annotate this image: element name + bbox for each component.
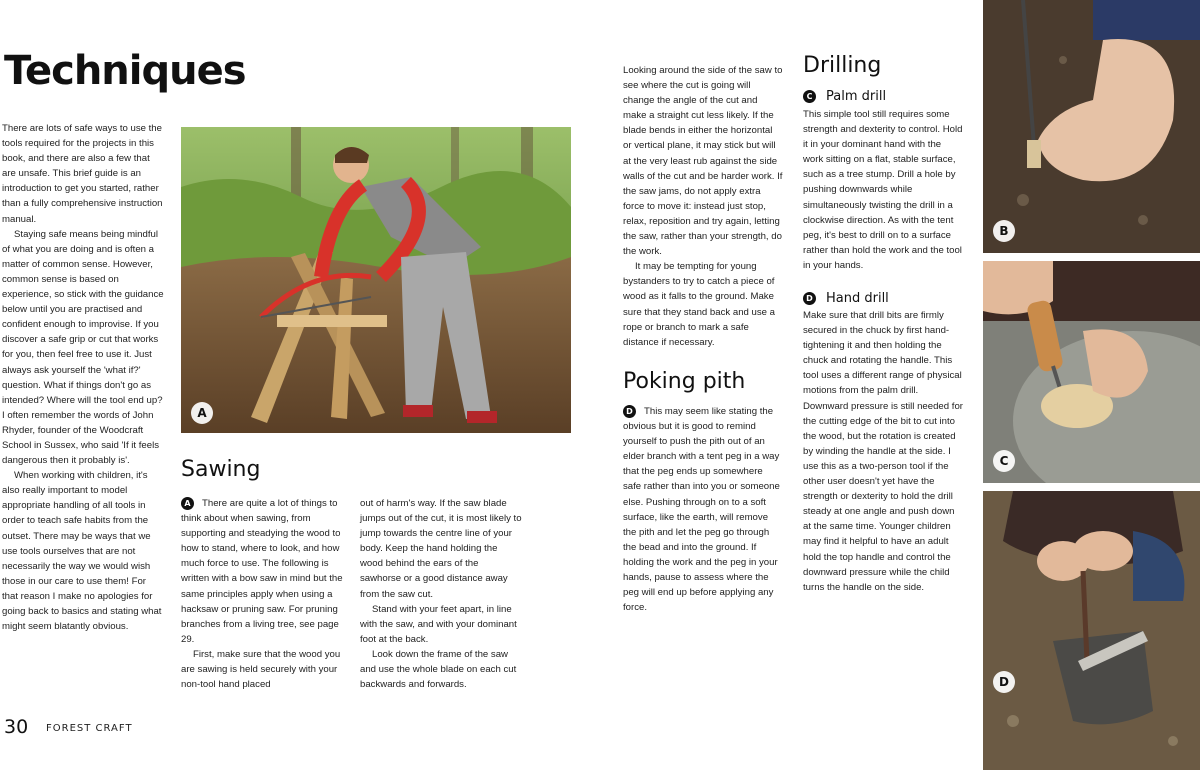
sawing-paragraph: Look down the frame of the saw and use the whole blade on each cut backwards and forwards. (360, 648, 517, 691)
sawing-continued-column (623, 63, 783, 350)
hand-drill-title: Hand drill (826, 291, 889, 306)
poking-pith-heading: Poking pith (623, 369, 746, 394)
sawing-paragraph: It may be tempting for young bystanders to try to catch a piece of wood as it falls to the ground. Make sure that they stand back and use a rope or branch to mark a safe distance if necessary. (623, 261, 776, 348)
sawing-column-1 (181, 496, 343, 692)
photo-label-c: C (993, 450, 1015, 472)
sawing-paragraph: Looking around the side of the saw to see where the cut is going will change the angle of the cut and make a straight cut less likely. If the blade bends in either the horizontal or vertical plane, it may stick but will at the very least rub against the side walls of the cut and be harder work. If the saw jams, do not apply extra force to move it: instead just stop, relax, reposition and try again, letting the saw, rather than your strength, do the work. (623, 65, 783, 258)
intro-paragraph: When working with children, it's also really important to model appropriate handling of all tools in order to teach safe habits from the outset. There may be ways that we use tools ourselves that are not necessarily the way we would wish those in our care to use them! For that reason I make no apologies for going back to basics and stating what might seem blatantly obvious. (2, 470, 162, 633)
badge-d-icon: D (623, 405, 636, 418)
hand-drill-paragraph: Make sure that drill bits are firmly secured in the chuck by first hand-tightening it and then holding the chuck and rotating the handle. This tool uses a different range of physical motions from the palm drill. Downward pressure is still needed for the cutting edge of the bit to cut into the wood, but the rotation is created by winding the handle at the side. I use this as a two-person tool if the other user doesn't yet have the strength or dexterity to hold the drill steady at one angle and push down at the same time. Younger children may find it helpful to have an adult hold the top handle and control the downward pressure while the child turns the handle on the side. (803, 310, 963, 593)
sawing-paragraph: Stand with your feet apart, in line with the saw, and with your dominant foot at the back. (360, 603, 517, 645)
badge-c-icon: C (803, 90, 816, 103)
palm-drill-paragraph: This simple tool still requires some strength and dexterity to control. Hold it in your dominant hand with the work sitting on a flat, stable surface, such as a tree stump. Drill a hole by pushing downwards while simultaneously twisting the drill in a clockwise direction. As with the tent peg, it's best to drill on to a surface rather than hold the work and the tool in your hands. (803, 109, 963, 271)
sawing-column-2 (360, 496, 522, 692)
hand-drill-heading (803, 291, 889, 306)
hand-drill-column (803, 308, 963, 595)
intro-paragraph: Staying safe means being mindful of what you are doing and is often a matter of common sense. However, common sense is based on experience, so stick with the guidance below until you are practised and confident enough to improvise. If you discover a safe grip or cut that works for you, then feel free to use it. Just always ask yourself the 'what if?' question. What if things don't go as intended? Where will the tool end up? I often remember the words of John Rhyder, founder of the Woodcraft School in Sussex, who said 'If it feels dangerous then it probably is'. (2, 228, 164, 467)
photo-label-b: B (993, 220, 1015, 242)
palm-drill-column (803, 107, 963, 273)
page-title: Techniques (4, 48, 246, 94)
page-number: 30 (4, 716, 29, 738)
photo-label-d: D (993, 671, 1015, 693)
palm-drill-heading (803, 89, 886, 104)
badge-a-icon: A (181, 497, 194, 510)
poking-pith-column (623, 404, 783, 615)
photo-a-boy-sawing (181, 127, 571, 433)
photo-d-hand-drill (983, 491, 1200, 770)
photo-label-a: A (191, 402, 213, 424)
sawing-paragraph: There are quite a lot of things to think about when sawing, from supporting and steadying the wood to how to stand, where to look, and how much force to use. The following is written with a bow saw in mind but the same principles apply when using a hacksaw or pruning saw. For pruning branches from a living tree, see page 29. (181, 498, 343, 645)
photo-b-hand-pushing-peg (983, 0, 1200, 253)
sawing-paragraph: First, make sure that the wood you are sawing is held securely with your non-tool hand placed (181, 648, 341, 691)
drilling-heading: Drilling (803, 53, 882, 78)
intro-column (2, 121, 164, 634)
intro-paragraph: There are lots of safe ways to use the tools required for the projects in this book, and there are also a few that are unsafe. This brief guide is an introduction to get you started, rather than a fully comprehensive instruction manual. (2, 123, 163, 225)
poking-pith-paragraph: This may seem like stating the obvious but it is good to remind yourself to push the pith out of an elder branch with a tent peg in a way that the peg ends up somewhere safe rather than into you or someone else. Pushing through on to a soft surface, like the earth, will remove the pith and let the peg go through the bead and into the ground. If holding the work and the peg in your hands, pause to assess where the peg will end up before applying any force. (623, 406, 780, 614)
palm-drill-title: Palm drill (826, 89, 887, 104)
running-footer: FOREST CRAFT (46, 723, 133, 734)
sawing-paragraph: out of harm's way. If the saw blade jumps out of the cut, it is most likely to jump towards the centre line of your body. Keep the hand holding the wood behind the ears of the sawhorse or a good distance away from the saw cut. (360, 498, 522, 600)
badge-d-icon: D (803, 292, 816, 305)
photo-c-palm-drill (983, 261, 1200, 483)
sawing-heading: Sawing (181, 457, 261, 482)
